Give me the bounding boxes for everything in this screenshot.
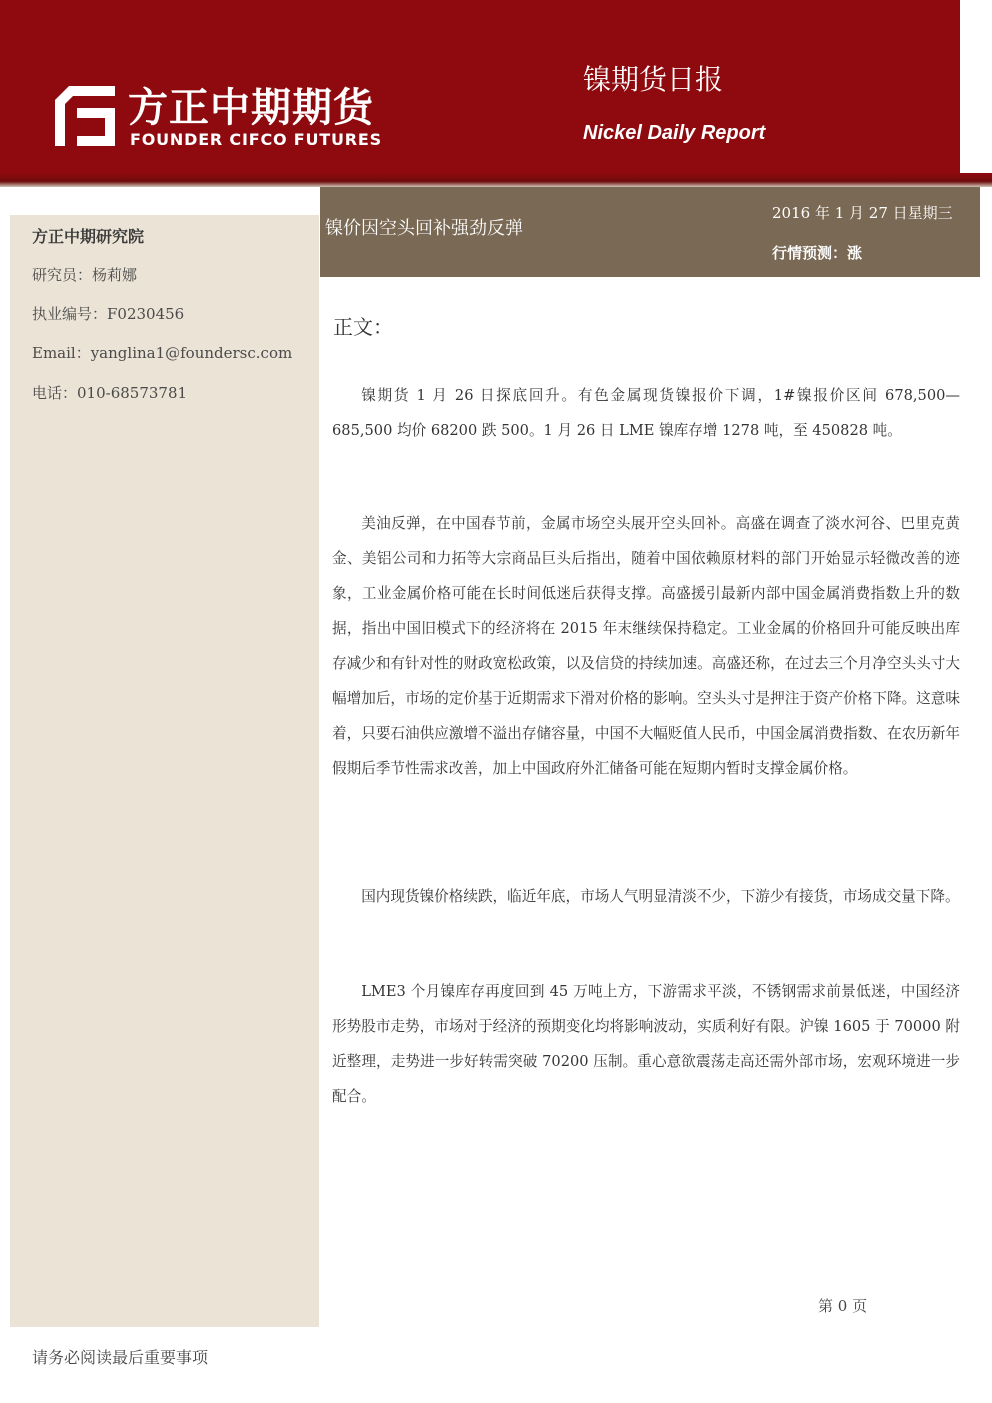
logo-english-name: FOUNDER CIFCO FUTURES: [130, 130, 382, 149]
logo-chinese-name: 方正中期期货: [128, 85, 374, 131]
email-address[interactable]: Email：yanglina1@foundersc.com: [32, 344, 293, 362]
paragraph-market-summary: 镍期货 1 月 26 日探底回升。有色金属现货镍报价下调，1#镍报价区间 678,500—685,500 均价 68200 跌 500。1 月 26 日 LME 镍库存增 1278 吨，至 450828 吨。: [332, 387, 960, 439]
license-number: 执业编号：F0230456: [32, 305, 185, 323]
paragraph-outlook: LME3 个月镍库存再度回到 45 万吨上方，下游需求平淡，不锈钢需求前景低迷，中国经济形势股市走势，市场对于经济的预期变化均将影响波动，实质利好有限。沪镍 1605 于 70000 附近整理，走势进一步好转需突破 70200 压制。重心意欲震荡走高还需外部市场，宏观环境进一步配合。: [332, 983, 960, 1105]
disclaimer-notice: 请务必阅读最后重要事项: [32, 1348, 209, 1367]
market-forecast: 行情预测：涨: [772, 244, 863, 262]
paragraph-spot-market: 国内现货镍价格续跌，临近年底，市场人气明显清淡不少，下游少有接货，市场成交量下降。: [361, 888, 960, 905]
headline-title: 镍价因空头回补强劲反弹: [325, 218, 523, 239]
report-title-cn: 镍期货日报: [583, 63, 724, 96]
institute-name: 方正中期研究院: [32, 227, 145, 246]
body-heading: 正文：: [333, 315, 393, 339]
report-date: 2016 年 1 月 27 日星期三: [772, 204, 953, 222]
page-number: 第 0 页: [818, 1297, 868, 1315]
phone-number: 电话：010-68573781: [32, 384, 188, 402]
researcher-name: 研究员：杨莉娜: [32, 266, 138, 284]
paragraph-goldman-analysis: 美油反弹，在中国春节前，金属市场空头展开空头回补。高盛在调查了淡水河谷、巴里克黄金、美铝公司和力拓等大宗商品巨头后指出，随着中国依赖原材料的部门开始显示轻微改善的迹象，工业金属价格可能在长时间低迷后获得支撑。高盛援引最新内部中国金属消费指数上升的数据，指出中国旧模式下的经济将在 2015 年末继续保持稳定。工业金属的价格回升可能反映出库存减少和有针对性的财政宽松政策，以及信贷的持续加速。高盛还称，在过去三个月净空头头寸大幅增加后，市场的定价基于近期需求下滑对价格的影响。空头头寸是押注于资产价格下降。这意味着，只要石油供应激增不溢出存储容量，中国不大幅贬值人民币，中国金属消费指数、在农历新年假期后季节性需求改善，加上中国政府外汇储备可能在短期内暂时支撑金属价格。: [332, 515, 960, 777]
header-divider: [0, 173, 992, 187]
report-title-en: Nickel Daily Report: [583, 122, 766, 144]
founder-logo-icon: [55, 86, 115, 146]
